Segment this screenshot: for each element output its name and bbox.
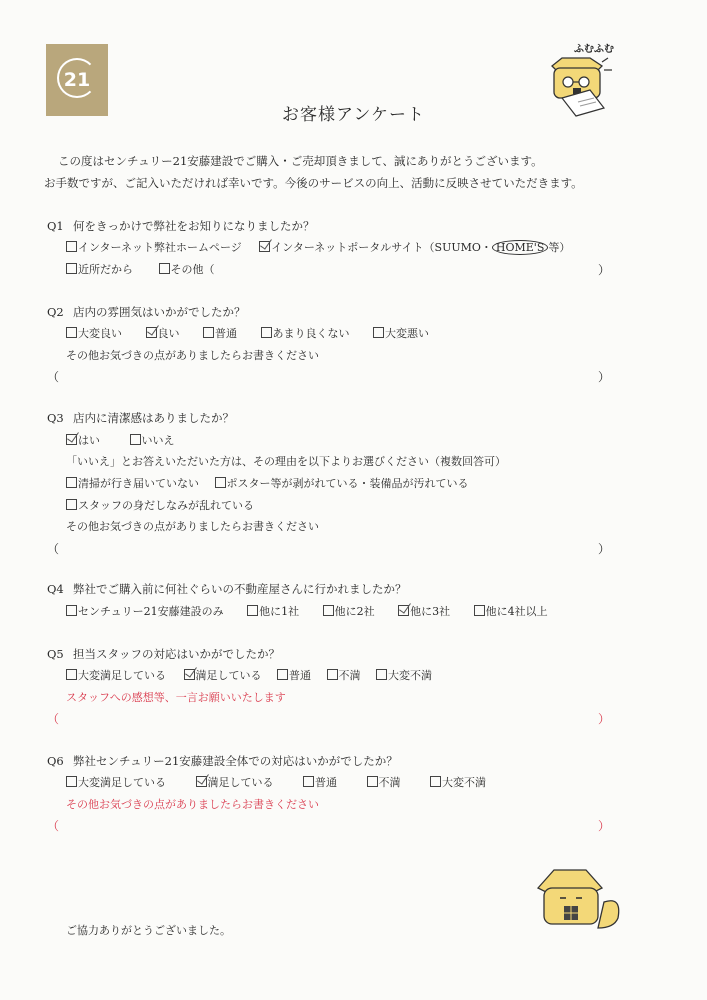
- intro-line-2: お手数ですが、ご記入いただければ幸いです。今後のサービスの向上、活動に反映させていただきます。: [44, 176, 583, 190]
- checkbox-checked-icon[interactable]: [398, 605, 409, 616]
- q2-heading: [47, 304, 246, 320]
- checkbox-icon[interactable]: [376, 669, 387, 680]
- checkbox-icon[interactable]: [66, 605, 77, 616]
- q2-comment-close: ）: [598, 370, 611, 384]
- q2-note: その他お気づきの点がありましたらお書きください: [66, 349, 319, 362]
- checkbox-icon[interactable]: [373, 327, 384, 338]
- q1-option-other[interactable]: その他（: [159, 261, 215, 277]
- q6-comment-open[interactable]: （: [47, 819, 60, 833]
- q3-reasons-row2: [66, 497, 254, 513]
- circled-homes: HOME'S: [492, 240, 548, 255]
- q2-option[interactable]: 普通: [203, 325, 237, 341]
- checkbox-icon[interactable]: [66, 241, 77, 252]
- q3-options: [66, 432, 175, 448]
- checkbox-checked-icon[interactable]: [146, 327, 157, 338]
- logo-text: 21: [57, 58, 97, 98]
- q3-reason-poster[interactable]: ポスター等が剥がれている・装備品が汚れている: [215, 475, 469, 491]
- q4-option[interactable]: 他に3社: [398, 603, 450, 619]
- checkbox-icon[interactable]: [66, 776, 77, 787]
- q2-option[interactable]: 大変悪い: [373, 325, 429, 341]
- q6-note: その他お気づきの点がありましたらお書きください: [66, 798, 319, 811]
- q4-options: [66, 603, 548, 619]
- q6-option[interactable]: 普通: [303, 774, 337, 790]
- q2-text: 店内の雰囲気はいかがでしたか？: [73, 305, 246, 319]
- q3-note: その他お気づきの点がありましたらお書きください: [66, 520, 319, 533]
- q5-option[interactable]: 満足している: [184, 667, 262, 683]
- q5-text: 担当スタッフの対応はいかがでしたか？: [73, 647, 280, 661]
- checkbox-icon[interactable]: [474, 605, 485, 616]
- q5-heading: [47, 646, 280, 662]
- q6-option[interactable]: 満足している: [196, 774, 274, 790]
- checkbox-checked-icon[interactable]: [184, 669, 195, 680]
- checkbox-checked-icon[interactable]: [259, 241, 270, 252]
- checkbox-icon[interactable]: [327, 669, 338, 680]
- q3-comment-open[interactable]: （: [47, 542, 60, 556]
- checkbox-checked-icon[interactable]: [196, 776, 207, 787]
- q4-option[interactable]: センチュリー21安藤建設のみ: [66, 603, 224, 619]
- closing-message: ご協力ありがとうございました。: [66, 924, 231, 937]
- checkbox-icon[interactable]: [66, 327, 77, 338]
- checkbox-icon[interactable]: [66, 477, 77, 488]
- checkbox-icon[interactable]: [159, 263, 170, 274]
- q4-number: Q4: [47, 582, 64, 596]
- q5-option[interactable]: 不満: [327, 667, 361, 683]
- q3-text: 店内に清潔感はありましたか？: [73, 411, 234, 425]
- q3-reason-appearance[interactable]: スタッフの身だしなみが乱れている: [66, 497, 254, 513]
- checkbox-icon[interactable]: [66, 499, 77, 510]
- q1-number: Q1: [47, 219, 64, 233]
- q3-number: Q3: [47, 411, 64, 425]
- q5-option[interactable]: 普通: [277, 667, 311, 683]
- q3-option-yes[interactable]: はい: [66, 432, 100, 448]
- q3-option-no[interactable]: いいえ: [130, 432, 175, 448]
- q6-option[interactable]: 大変不満: [430, 774, 486, 790]
- q1-option-portal[interactable]: インターネットポータルサイト（SUUMO・ HOME'S 等）: [259, 239, 570, 255]
- q5-comment-open[interactable]: （: [47, 712, 60, 726]
- q2-options: [66, 325, 429, 341]
- q6-comment-close: ）: [598, 819, 611, 833]
- q3-reasons-row1: [66, 475, 469, 491]
- mascot-dog-icon: [534, 862, 628, 932]
- q1-other-close: ）: [598, 263, 611, 277]
- q5-number: Q5: [47, 647, 64, 661]
- checkbox-icon[interactable]: [277, 669, 288, 680]
- checkbox-icon[interactable]: [367, 776, 378, 787]
- q2-option[interactable]: あまり良くない: [261, 325, 350, 341]
- q6-number: Q6: [47, 754, 64, 768]
- q1-text: 何をきっかけで弊社をお知りになりましたか？: [73, 219, 315, 233]
- q2-comment-open[interactable]: （: [47, 370, 60, 384]
- q3-follow: 「いいえ」とお答えいただいた方は、その理由を以下よりお選びください（複数回答可）: [66, 455, 506, 468]
- q4-text: 弊社でご購入前に何社ぐらいの不動産屋さんに行かれましたか？: [73, 582, 407, 596]
- q5-note: スタッフへの感想等、一言お願いいたします: [66, 691, 286, 704]
- q5-options: [66, 667, 432, 683]
- mascot-speech: ふむふむ: [574, 44, 614, 55]
- q3-heading: [47, 410, 234, 426]
- q6-text: 弊社センチュリー21安藤建設全体での対応はいかがでしたか？: [73, 754, 398, 768]
- q1-option-nearby[interactable]: 近所だから: [66, 261, 133, 277]
- q6-option[interactable]: 大変満足している: [66, 774, 166, 790]
- checkbox-checked-icon[interactable]: [66, 434, 77, 445]
- checkbox-icon[interactable]: [203, 327, 214, 338]
- q4-option[interactable]: 他に1社: [247, 603, 299, 619]
- checkbox-icon[interactable]: [247, 605, 258, 616]
- q6-options: [66, 774, 486, 790]
- q3-reason-cleaning[interactable]: 清掃が行き届いていない: [66, 475, 199, 491]
- q4-heading: [47, 581, 407, 597]
- q2-option[interactable]: 大変良い: [66, 325, 122, 341]
- intro-line-1: この度はセンチュリー21安藤建設でご購入・ご売却頂きまして、誠にありがとうございます。: [58, 154, 543, 168]
- q1-options-row1: [66, 239, 570, 255]
- q6-option[interactable]: 不満: [367, 774, 401, 790]
- q3-comment-close: ）: [598, 542, 611, 556]
- page-title: お客様アンケート: [282, 105, 425, 125]
- checkbox-icon[interactable]: [66, 263, 77, 274]
- checkbox-icon[interactable]: [261, 327, 272, 338]
- q5-option[interactable]: 大変不満: [376, 667, 432, 683]
- q2-option[interactable]: 良い: [146, 325, 180, 341]
- checkbox-icon[interactable]: [215, 477, 226, 488]
- checkbox-icon[interactable]: [430, 776, 441, 787]
- checkbox-icon[interactable]: [303, 776, 314, 787]
- q5-comment-close: ）: [598, 712, 611, 726]
- q6-heading: [47, 753, 398, 769]
- q2-number: Q2: [47, 305, 64, 319]
- q5-option[interactable]: 大変満足している: [66, 667, 166, 683]
- q1-options-row2: [66, 261, 215, 277]
- checkbox-icon[interactable]: [130, 434, 141, 445]
- checkbox-icon[interactable]: [66, 669, 77, 680]
- q4-option[interactable]: 他に4社以上: [474, 603, 548, 619]
- q1-heading: [47, 218, 315, 234]
- q4-option[interactable]: 他に2社: [323, 603, 375, 619]
- q1-option-homepage[interactable]: インターネット弊社ホームページ: [66, 239, 242, 255]
- checkbox-icon[interactable]: [323, 605, 334, 616]
